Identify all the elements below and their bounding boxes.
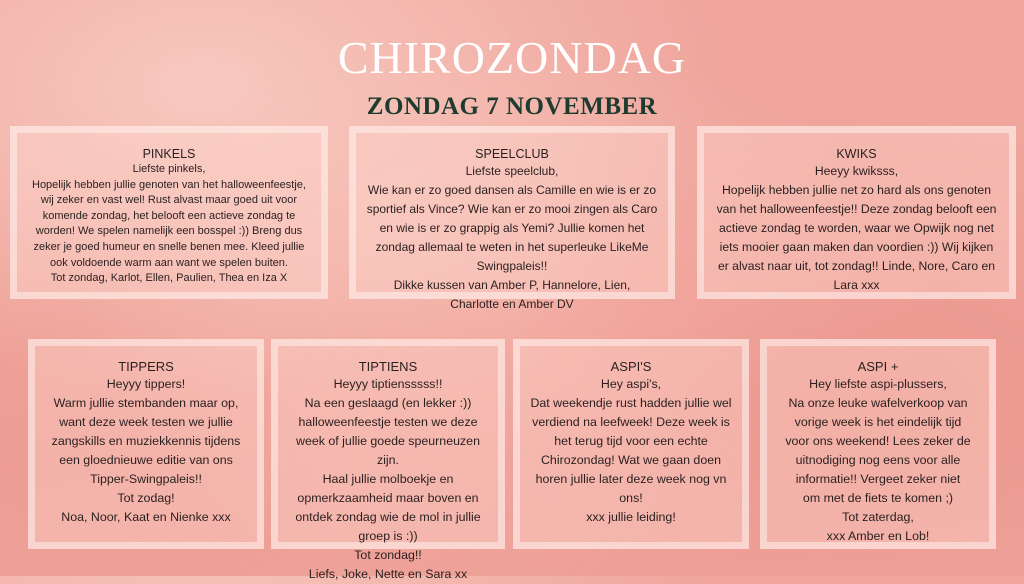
- card-message: Hey liefste aspi-plussers, Na onze leuke wafelverkoop van vorige week is het eindelijk tijd voor ons weekend! Lees zeker de uitnodiging nog eens voor alle informatie!! Vergeet zeker niet om met de fiets te komen ;) Tot zaterdag, xxx Amber en Lob!: [785, 377, 971, 543]
- card-message: Heyyy tippers! Warm jullie stembanden maar op, want deze week testen we jullie zangskills en muziekkennis tijdens een gloednieuwe editie van ons Tipper-Swingpaleis!! Tot zodag! Noa, Noor, Kaat en Nienke xxx: [51, 377, 241, 524]
- card-heading: TIPPERS: [118, 359, 174, 374]
- card-heading: TIPTIENS: [358, 359, 418, 374]
- card-pinkels: [10, 126, 328, 299]
- card-kwiks: [697, 126, 1016, 299]
- card-heading: PINKELS: [142, 147, 196, 161]
- card-heading: SPEELCLUB: [475, 147, 549, 161]
- card-tiptiens: [271, 339, 505, 581]
- card-tippers: [28, 339, 264, 549]
- card-message: Heyyy tiptiensssss!! Na een geslaagd (en lekker :)) halloweenfeestje testen we deze week of jullie goede speurneuzen zijn. Haal jullie molboekje en opmerkzaamheid maar boven en ontdek zondag wie de mol in jullie groep is :)) Tot zondag!! Liefs, Joke, Nette en Sara xx: [295, 377, 481, 581]
- card-aspis: [513, 339, 749, 549]
- card-heading: ASPI +: [857, 359, 899, 374]
- card-heading: KWIKS: [836, 147, 877, 161]
- date-subtitle: ZONDAG 7 NOVEMBER: [366, 93, 658, 120]
- card-heading: ASPI'S: [610, 359, 652, 374]
- card-message: Liefste pinkels, Hopelijk hebben jullie genoten van het halloweenfeestje, wij zeker en vast wel! Rust alvast maar goed uit voor komende zondag, het belooft een actieve zondag te worden! We spelen namelijk een bosspel :)) Breng dus zeker je goed humeur en snelle benen mee. Kleed jullie ook voldoende warm aan want we spelen buiten. Tot zondag, Karlot, Ellen, Paulien, Thea en Iza X: [32, 163, 306, 285]
- card-speelclub: [349, 126, 675, 311]
- page-title: CHIROZONDAG: [337, 32, 687, 83]
- card-message: Heeyy kwiksss, Hopelijk hebben jullie net zo hard als ons genoten van het halloweenfeestje!! Deze zondag belooft een actieve zondag te worden, waar we Opwijk nog net iets mooier gaan maken dan voordien :)) Wij kijken er alvast naar uit, tot zondag!! Linde, Nore, Caro en Lara xxx: [716, 164, 997, 292]
- card-message: Hey aspi's, Dat weekendje rust hadden jullie wel verdiend na leefweek! Deze week is het terug tijd voor een echte Chirozondag! Wat we gaan doen horen jullie later deze week nog vn ons! xxx jullie leiding!: [530, 377, 732, 524]
- card-message: Liefste speelclub, Wie kan er zo goed dansen als Camille en wie is er zo sportief als Vince? Wie kan er zo mooi zingen als Caro en wie is er zo grappig als Yemi? Jullie komen het zondag allemaal te weten in het superleuke LikeMe Swingpaleis!! Dikke kussen van Amber P, Hannelore, Lien, Charlotte en Amber DV: [366, 164, 658, 311]
- card-aspi-plus: [760, 339, 996, 549]
